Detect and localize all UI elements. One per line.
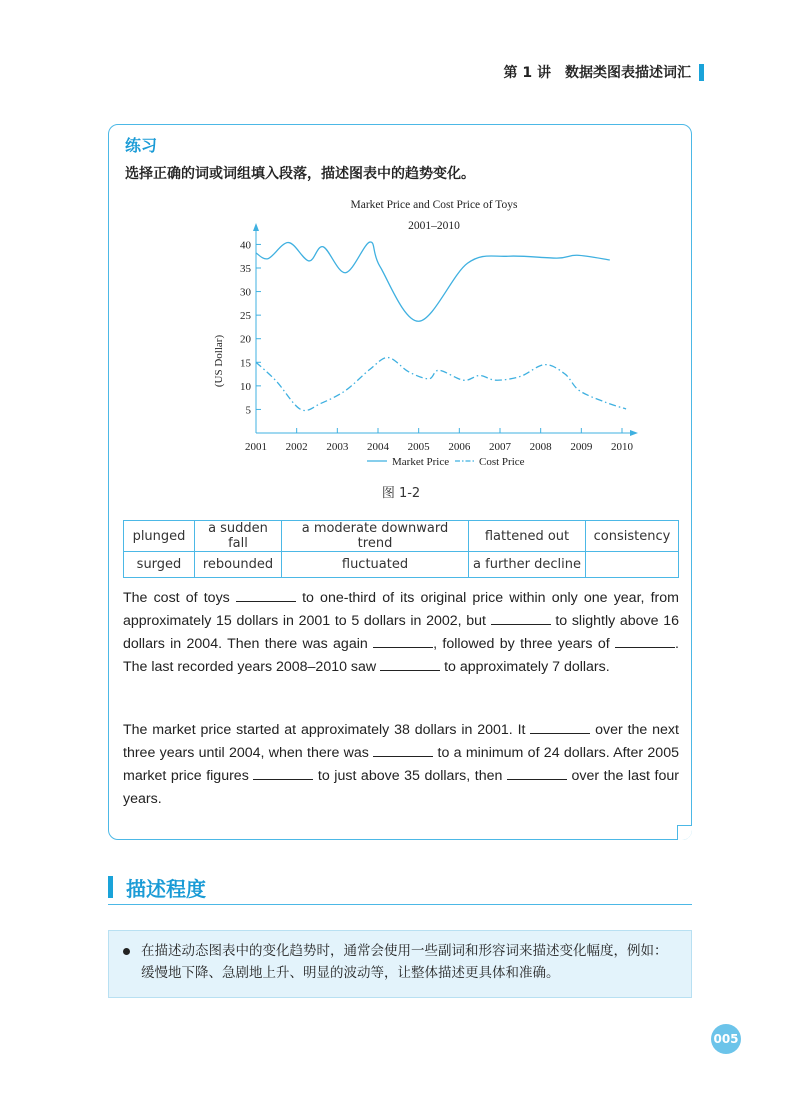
y-tick-label: 40 [240,239,251,252]
answer-blank[interactable] [380,656,440,671]
section-title: 描述程度 [126,877,206,901]
page-curl-corner [677,825,692,840]
paragraph-text: to approximately 7 dollars. [444,659,610,675]
word-bank-cell: consistency [586,521,679,552]
y-tick-label: 30 [240,286,251,299]
y-tick-label: 35 [240,263,251,275]
y-tick-label: 20 [240,333,251,346]
answer-blank[interactable] [615,633,675,648]
word-bank-row [124,521,679,552]
paragraph-text: over the next three years until 2004, when there was [123,722,679,761]
paragraph-text: to slightly above 16 dollars in 2004. Then there was again [123,613,679,652]
word-bank-cell: surged [124,552,195,578]
section-heading [108,872,692,905]
word-bank-cell: a sudden fall [195,521,282,552]
x-tick-label: 2007 [489,441,511,453]
exercise-title: 练习 [125,136,158,155]
x-tick-label: 2005 [407,441,430,453]
y-axis-arrow [253,223,259,231]
page-number: 005 [711,1024,741,1054]
chart-title: Market Price and Cost Price of Toys [350,199,518,211]
x-tick-label: 2003 [326,441,349,453]
paragraph-text: The cost of toys [123,590,230,606]
x-tick-label: 2008 [529,441,552,453]
market-price-line [256,242,610,321]
y-tick-label: 10 [240,380,251,393]
word-bank-cell: a further decline [469,552,586,578]
y-tick-label: 15 [240,357,251,370]
exercise-instruction: 选择正确的词或词组填入段落，描述图表中的趋势变化。 [125,166,475,182]
y-axis-label: (US Dollar) [213,334,225,388]
paragraph-text: to just above 35 dollars, then [317,768,503,784]
word-bank-table [123,520,679,578]
word-bank-cell: flattened out [469,521,586,552]
answer-blank[interactable] [491,610,551,625]
section-accent-bar [108,876,113,898]
x-tick-label: 2009 [570,441,593,453]
bullet-icon [123,948,130,955]
page-header [504,62,705,82]
word-bank-cell: plunged [124,521,195,552]
answer-blank[interactable] [253,765,313,780]
x-tick-label: 2001 [245,441,267,453]
answer-blank[interactable] [507,765,567,780]
x-tick-label: 2006 [448,441,471,453]
paragraph-text: , followed by three years of [433,636,610,652]
word-bank-row [124,552,679,578]
x-tick-label: 2010 [611,441,633,453]
chapter-label: 第 1 讲 [503,65,551,81]
chart-subtitle: 2001–2010 [408,220,460,232]
chapter-title: 数据类图表描述词汇 [565,65,691,81]
paragraph-text: over the last four years. [123,768,679,807]
y-tick-label: 5 [245,404,251,417]
answer-blank[interactable] [373,742,433,757]
figure-caption: 图 1-2 [381,486,421,501]
y-tick-label: 25 [240,310,251,323]
header-accent-bar [699,64,704,81]
exercise-box [108,124,692,840]
paragraph-text: to a minimum of 24 dollars. After 2005 market price figures [123,745,679,784]
paragraph-text: . The last recorded years 2008–2010 saw [123,636,679,675]
word-bank-cell [586,552,679,578]
paragraph-market [123,719,679,811]
x-tick-label: 2004 [367,441,389,453]
tip-note [108,930,692,998]
paragraph-text: to one-third of its original price within only one year, from approximately 15 dollars in 2001 to 5 dollars in 2002, but [123,590,679,629]
cost-price-line [256,358,626,411]
legend-market-price-label: Market Price [392,456,450,468]
x-axis-arrow [630,430,638,436]
word-bank-cell: rebounded [195,552,282,578]
paragraph-text: The market price started at approximately 38 dollars in 2001. It [123,722,526,738]
word-bank-cell: fluctuated [282,552,469,578]
x-tick-label: 2002 [285,441,308,453]
answer-blank[interactable] [373,633,433,648]
answer-blank[interactable] [530,719,590,734]
line-chart [189,191,649,481]
tip-text: 在描述动态图表中的变化趋势时，通常会使用一些副词和形容词来描述变化幅度，例如：缓慢地下降、急剧地上升、明显的波动等，让整体描述更具体和准确。 [141,943,668,981]
word-bank-cell: a moderate downward trend [282,521,469,552]
legend-cost-price-label: Cost Price [479,456,525,468]
paragraph-cost [123,587,679,679]
answer-blank[interactable] [236,587,296,602]
